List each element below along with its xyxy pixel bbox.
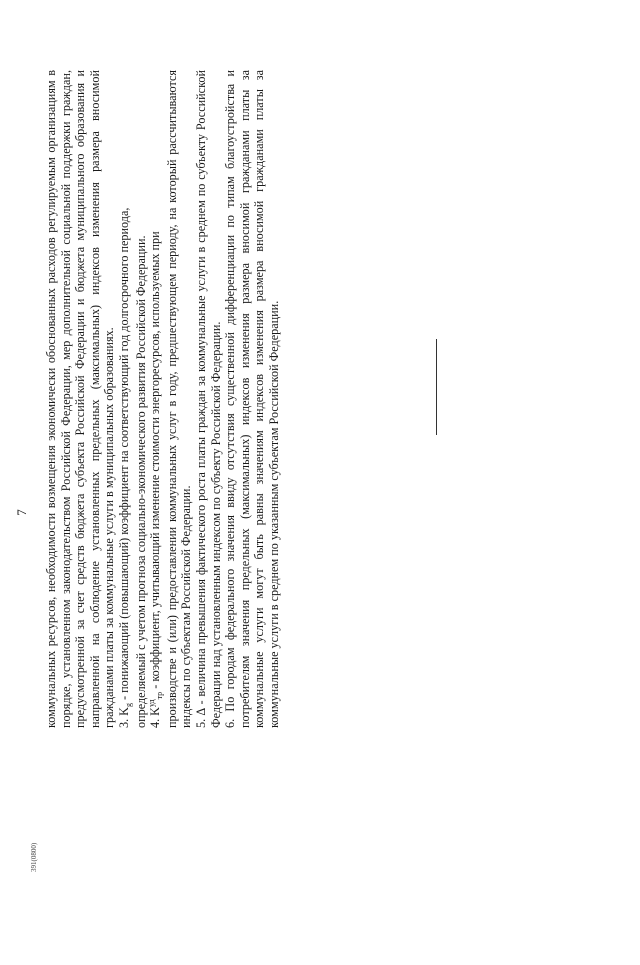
item-4-text: - коэффициент, учитывающий изменение стоимости энергоресурсов, используемых при — [148, 231, 163, 692]
item-4-prefix: 4. K — [148, 707, 163, 728]
paragraph-item-4 — [148, 70, 165, 728]
paragraph-item-6: 6. По городам федерального значения ввиду отсутствия существенной дифференциации по типам благоустройства и потребителям значения предельных (максимальных) индексов изменения размера вносимой гражданами платы за коммунальные услуги могут быть равны значениям индексов изменения размера вносимой гражданами платы за коммунальные услуги в среднем по указанным субъектам Российской Федерации. — [223, 70, 281, 728]
body-text — [44, 70, 282, 728]
item-4-superscript: уд — [147, 699, 157, 707]
item-4-subscript: тр — [155, 691, 165, 700]
item-3-subscript: g — [123, 703, 133, 707]
item-3-text: - понижающий (повышающий) коэффициент на соответствующий год долгосрочного периода, — [116, 207, 131, 703]
footer-code: 391(0800) — [30, 842, 38, 872]
paragraph-item-5: 5. Δ - величина превышения фактического роста платы граждан за коммунальные услуги в среднем по субъекту Российской Федерации над установленным индексом по субъекту Российской Федерации. — [193, 70, 223, 728]
paragraph-item-3-cont: определяемый с учетом прогноза социально-экономического развития Российской Федерации. — [133, 235, 148, 728]
item-3-prefix: 3. K — [116, 707, 131, 728]
paragraph-item-3 — [117, 70, 134, 728]
page-number: 7 — [14, 509, 29, 516]
divider-line — [436, 339, 437, 435]
paragraph-1: коммунальных ресурсов, необходимости возмещения экономически обоснованных расходов регулируемым организациям в порядке, установленном законодательством Российской Федерации, мер дополнительной социальной поддержки граждан, предусмотренной за счет средств бюджета субъекта Российской Федерации и бюджета муниципального образования и направленной на соблюдение установленных предельных (максимальных) индексов изменения размера вносимой гражданами платы за коммунальные услуги в муниципальных образованиях. — [44, 70, 117, 728]
paragraph-item-4-cont: производстве и (или) предоставлении коммунальных услуг в году, предшествующем периоду, на который рассчитываются индексы по субъектам Российской Федерации. — [164, 70, 194, 728]
